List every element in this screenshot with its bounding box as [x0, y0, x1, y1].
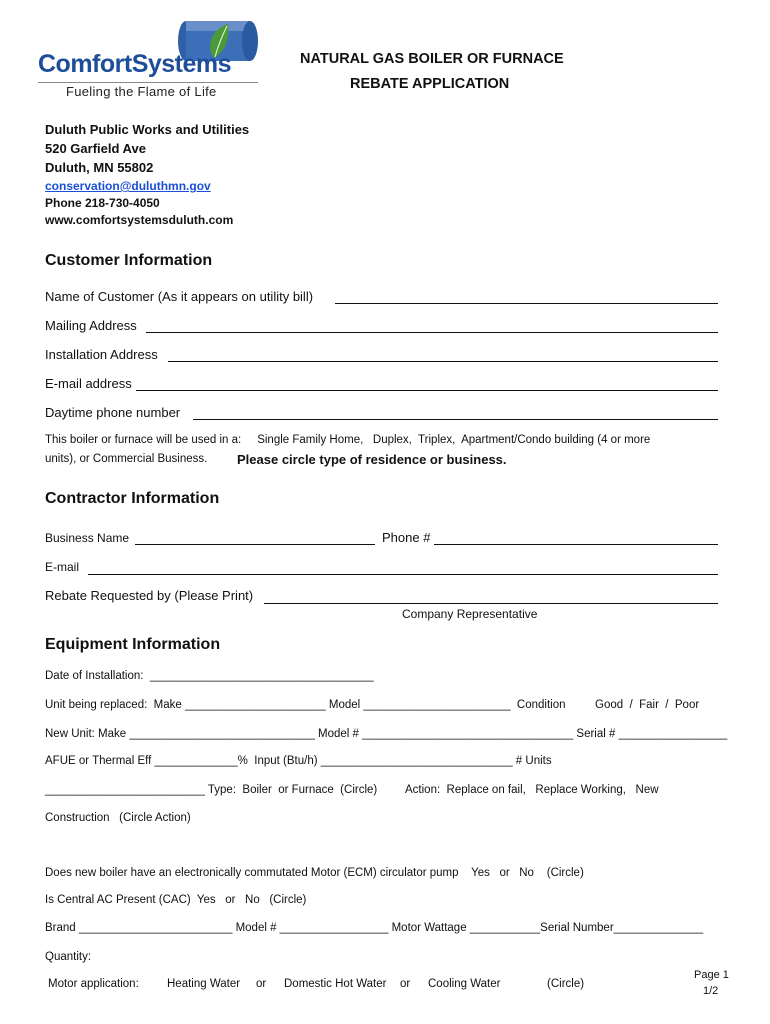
- daytime-phone-label: Daytime phone number: [45, 405, 181, 420]
- customer-name-field[interactable]: [335, 303, 718, 304]
- brand-name: ComfortSystems: [38, 50, 232, 78]
- motor-or-1: or: [256, 978, 267, 990]
- construction-line[interactable]: Construction (Circle Action): [45, 812, 191, 824]
- residence-type-line1: This boiler or furnace will be used in a: Single Family Home, Duplex, Triplex, Apartment/Condo building (4 or more: [45, 434, 651, 446]
- contact-phone: Phone 218-730-4050: [45, 196, 160, 210]
- contractor-phone-field[interactable]: [434, 544, 718, 545]
- rebate-requested-label: Rebate Requested by (Please Print): [45, 588, 254, 603]
- mailing-address-field[interactable]: [146, 332, 718, 333]
- motor-option-domestic-hot-water[interactable]: Domestic Hot Water: [284, 978, 387, 990]
- motor-or-2: or: [400, 978, 411, 990]
- customer-email-label: E-mail address: [45, 376, 132, 391]
- contractor-phone-label: Phone #: [382, 530, 431, 545]
- business-name-label: Business Name: [45, 531, 130, 545]
- unit-type-line[interactable]: _________________________ Type: Boiler or Furnace (Circle): [45, 784, 378, 796]
- customer-name-label: Name of Customer (As it appears on utility bill): [45, 289, 314, 304]
- installation-address-label: Installation Address: [45, 347, 158, 362]
- afue-line[interactable]: AFUE or Thermal Eff _____________% Input (Btu/h) ______________________________ # Units: [45, 755, 552, 767]
- installation-date-line[interactable]: Date of Installation: ___________________________________: [45, 670, 374, 682]
- logo-divider: [38, 82, 258, 83]
- customer-email-field[interactable]: [136, 390, 718, 391]
- ecm-question-line[interactable]: Does new boiler have an electronically commutated Motor (ECM) circulator pump Yes or No (Circle): [45, 867, 584, 879]
- rebate-requested-field[interactable]: [264, 603, 718, 604]
- contractor-information-heading: Contractor Information: [45, 490, 220, 507]
- org-name: Duluth Public Works and Utilities: [45, 122, 250, 137]
- central-ac-line[interactable]: Is Central AC Present (CAC) Yes or No (Circle): [45, 894, 307, 906]
- unit-replaced-line[interactable]: Unit being replaced: Make ______________________ Model _______________________ Condition: [45, 699, 566, 711]
- motor-application-label: Motor application:: [48, 978, 139, 990]
- installation-address-field[interactable]: [168, 361, 718, 362]
- contractor-email-field[interactable]: [88, 574, 718, 575]
- residence-type-instruction: Please circle type of residence or business.: [237, 452, 507, 467]
- website: www.comfortsystemsduluth.com: [45, 213, 234, 227]
- motor-brand-line[interactable]: Brand ________________________ Model # _________________ Motor Wattage ___________Serial Number______________: [45, 922, 704, 934]
- business-name-field[interactable]: [135, 544, 375, 545]
- street-address: 520 Garfield Ave: [45, 141, 146, 156]
- daytime-phone-field[interactable]: [193, 419, 718, 420]
- company-representative-caption: Company Representative: [402, 607, 538, 621]
- motor-circle-note: (Circle): [547, 978, 585, 990]
- new-unit-line[interactable]: New Unit: Make _____________________________ Model # _________________________________ Serial # _________________: [45, 728, 728, 740]
- form-title-line2: REBATE APPLICATION: [350, 76, 510, 92]
- brand-tagline: Fueling the Flame of Life: [66, 84, 217, 99]
- contact-email-link[interactable]: conservation@duluthmn.gov: [45, 179, 211, 193]
- motor-option-heating-water[interactable]: Heating Water: [167, 978, 241, 990]
- action-options-line[interactable]: Action: Replace on fail, Replace Working, New: [405, 784, 659, 796]
- page-number: Page 1: [694, 969, 729, 981]
- page-count: 1/2: [703, 985, 719, 997]
- form-title-line1: NATURAL GAS BOILER OR FURNACE: [300, 51, 564, 67]
- residence-type-line2: units), or Commercial Business.: [45, 453, 208, 465]
- equipment-information-heading: Equipment Information: [45, 636, 221, 653]
- company-logo: [36, 14, 266, 104]
- contractor-email-label: E-mail: [45, 560, 80, 574]
- customer-information-heading: Customer Information: [45, 252, 213, 269]
- city-state-zip: Duluth, MN 55802: [45, 160, 154, 175]
- condition-options[interactable]: Good / Fair / Poor: [595, 699, 700, 711]
- quantity-label: Quantity:: [45, 951, 92, 963]
- mailing-address-label: Mailing Address: [45, 318, 137, 333]
- motor-option-cooling-water[interactable]: Cooling Water: [428, 978, 501, 990]
